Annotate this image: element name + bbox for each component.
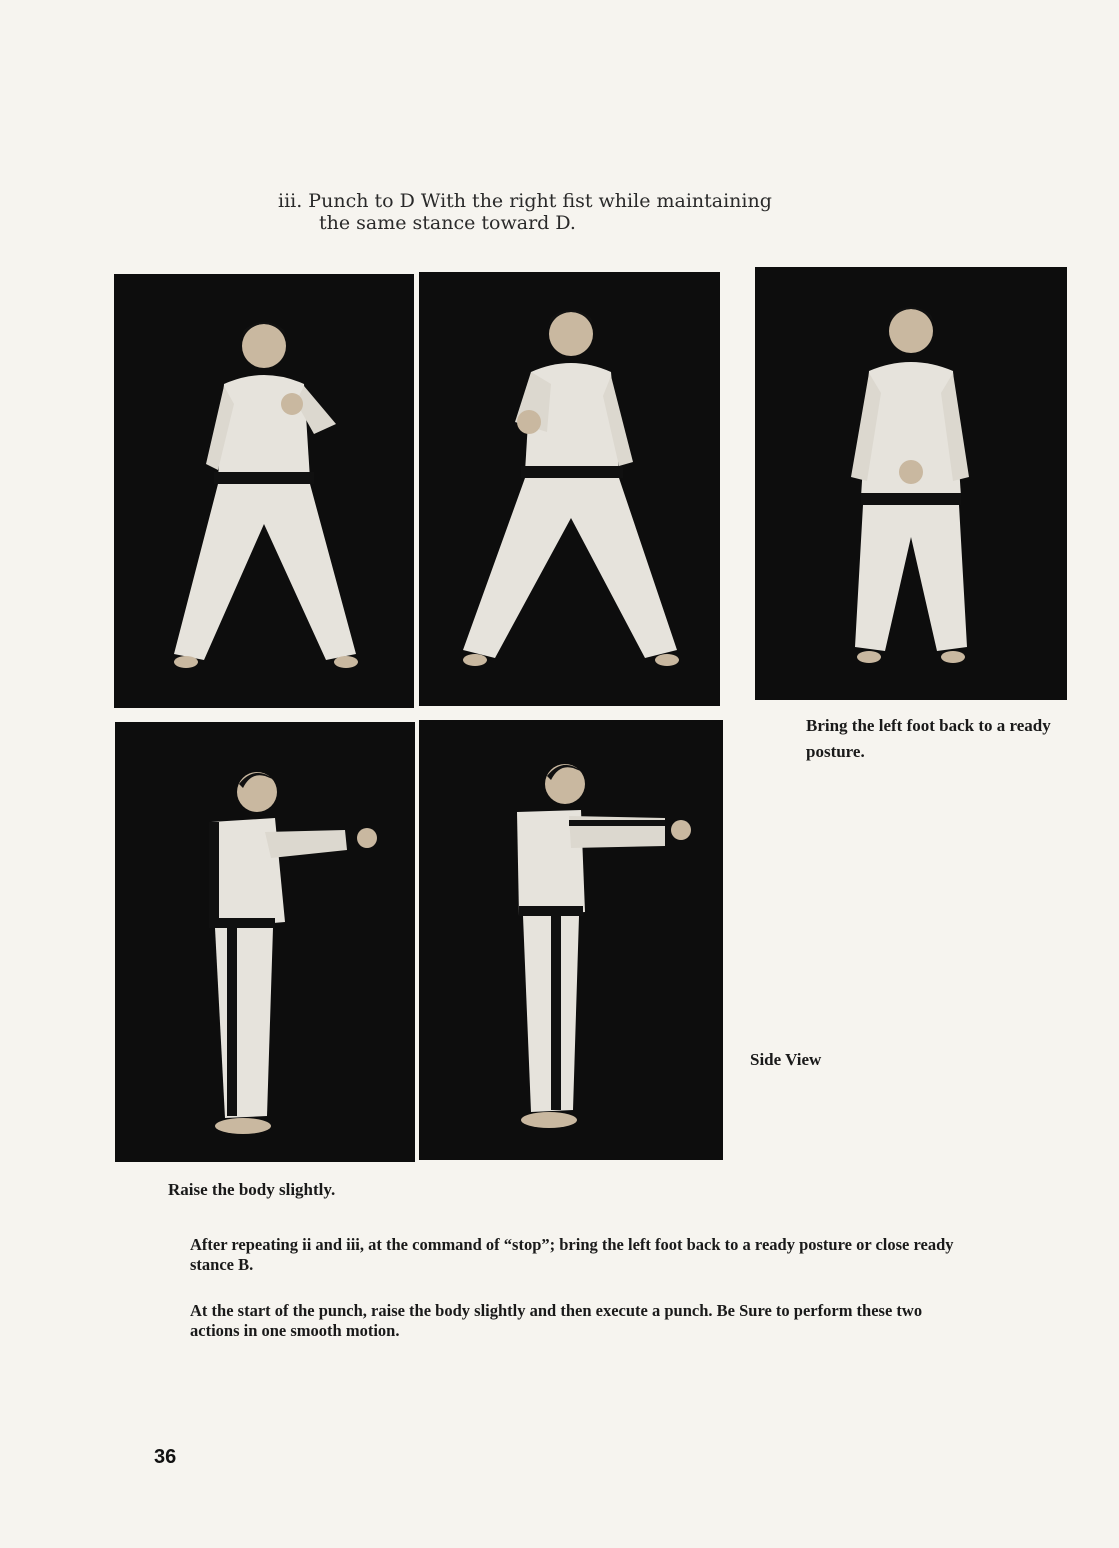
- photo-front-chamber: [114, 274, 414, 708]
- caption-side-view: Side View: [750, 1050, 822, 1069]
- step-instruction: [278, 190, 878, 234]
- step-instruction-line2: the same stance toward D.: [319, 212, 576, 234]
- figure-front-punch: [419, 272, 720, 706]
- note-stop-command: After repeating ii and iii, at the command of “stop”; bring the left foot back to a ready posture or close ready stance B.: [190, 1235, 954, 1274]
- figure-front-chamber: [114, 274, 414, 708]
- caption-ready-posture: Bring the left foot back to a ready posture.: [806, 716, 1051, 761]
- photo-side-chamber: [115, 722, 415, 1162]
- photo-side-punch: [419, 720, 723, 1160]
- figure-ready-posture: [755, 267, 1067, 700]
- figure-side-chamber: [115, 722, 415, 1162]
- photo-ready-posture: [755, 267, 1067, 700]
- photo-front-punch: [419, 272, 720, 706]
- figure-side-punch: [419, 720, 723, 1160]
- note-smooth-motion: At the start of the punch, raise the body slightly and then execute a punch. Be Sure to perform these two actions in one smooth motion.: [190, 1301, 923, 1340]
- caption-raise-body: Raise the body slightly.: [168, 1180, 336, 1199]
- page-number: 36: [154, 1446, 177, 1468]
- step-instruction-line1: iii. Punch to D With the right fist while maintaining: [278, 190, 772, 212]
